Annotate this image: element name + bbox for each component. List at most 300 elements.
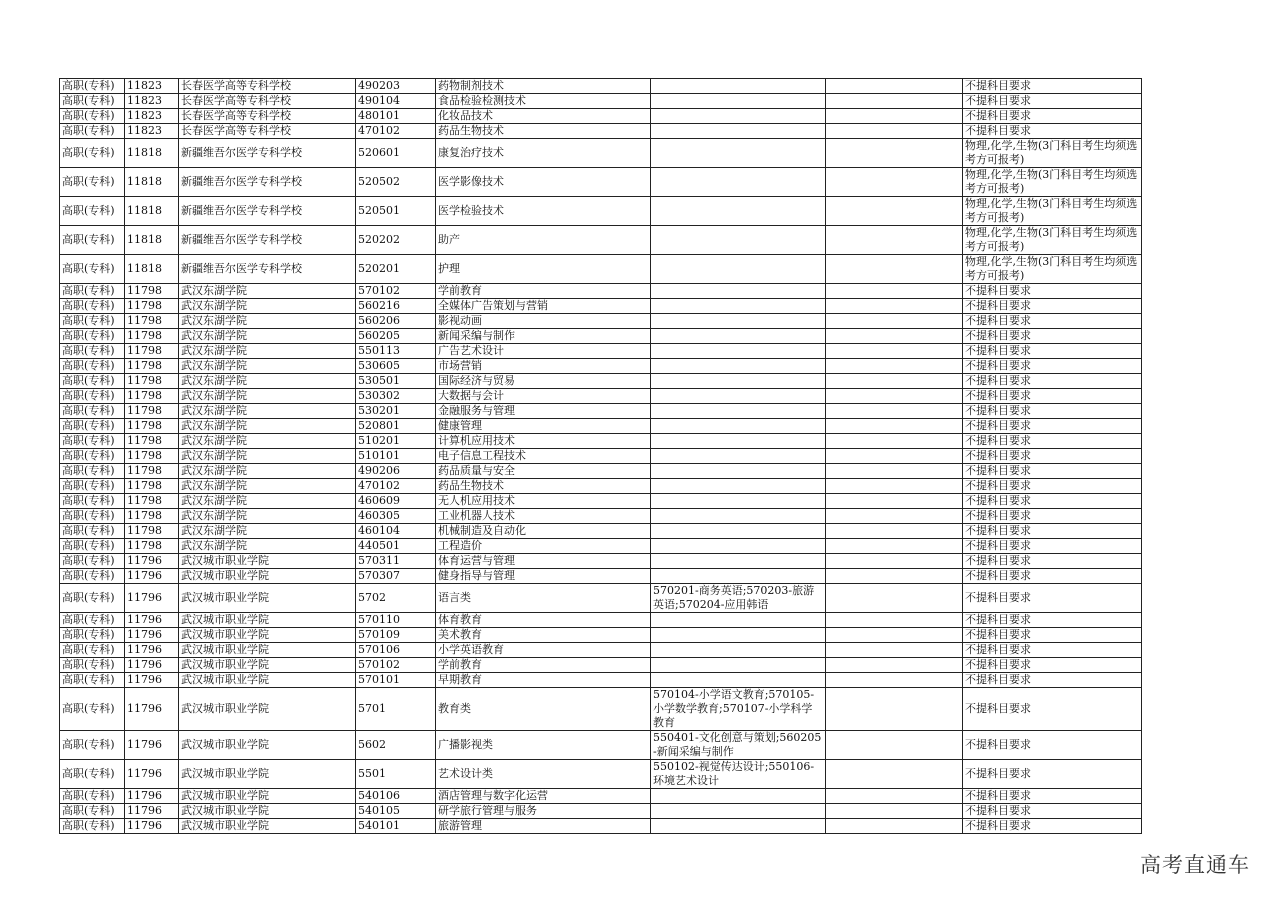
- school-code-cell: 11798: [125, 464, 179, 479]
- school-code-cell: 11796: [125, 628, 179, 643]
- note-cell: [826, 94, 963, 109]
- subject-requirement-cell: 不提科目要求: [963, 404, 1142, 419]
- subject-requirement-cell: 不提科目要求: [963, 613, 1142, 628]
- school-name-cell: 武汉东湖学院: [179, 449, 356, 464]
- note-cell: [826, 79, 963, 94]
- school-name-cell: 武汉城市职业学院: [179, 789, 356, 804]
- level-cell: 高职(专科): [60, 688, 125, 731]
- major-name-cell: 影视动画: [436, 314, 651, 329]
- level-cell: 高职(专科): [60, 329, 125, 344]
- major-code-cell: 520801: [356, 419, 436, 434]
- subject-requirement-cell: 物理,化学,生物(3门科目考生均须选考方可报考): [963, 168, 1142, 197]
- included-majors-cell: [651, 255, 826, 284]
- major-name-cell: 学前教育: [436, 284, 651, 299]
- note-cell: [826, 389, 963, 404]
- table-row: [60, 284, 1142, 299]
- major-code-cell: 510101: [356, 449, 436, 464]
- included-majors-cell: [651, 789, 826, 804]
- level-cell: 高职(专科): [60, 613, 125, 628]
- table-row: [60, 539, 1142, 554]
- subject-requirement-cell: 不提科目要求: [963, 789, 1142, 804]
- included-majors-cell: [651, 509, 826, 524]
- table-row: [60, 673, 1142, 688]
- subject-requirement-cell: 不提科目要求: [963, 79, 1142, 94]
- included-majors-cell: [651, 94, 826, 109]
- included-majors-cell: [651, 359, 826, 374]
- school-name-cell: 武汉城市职业学院: [179, 804, 356, 819]
- table-row: [60, 731, 1142, 760]
- level-cell: 高职(专科): [60, 344, 125, 359]
- note-cell: [826, 804, 963, 819]
- subject-requirement-cell: 不提科目要求: [963, 628, 1142, 643]
- school-name-cell: 武汉东湖学院: [179, 479, 356, 494]
- table-row: [60, 255, 1142, 284]
- note-cell: [826, 419, 963, 434]
- note-cell: [826, 299, 963, 314]
- school-name-cell: 武汉东湖学院: [179, 419, 356, 434]
- subject-requirement-cell: 不提科目要求: [963, 673, 1142, 688]
- major-name-cell: 健身指导与管理: [436, 569, 651, 584]
- major-code-cell: 460609: [356, 494, 436, 509]
- level-cell: 高职(专科): [60, 628, 125, 643]
- major-code-cell: 540106: [356, 789, 436, 804]
- table-row: [60, 197, 1142, 226]
- school-name-cell: 武汉城市职业学院: [179, 760, 356, 789]
- school-name-cell: 武汉东湖学院: [179, 284, 356, 299]
- school-code-cell: 11796: [125, 688, 179, 731]
- included-majors-cell: [651, 658, 826, 673]
- level-cell: 高职(专科): [60, 569, 125, 584]
- major-name-cell: 大数据与会计: [436, 389, 651, 404]
- subject-requirement-cell: 不提科目要求: [963, 731, 1142, 760]
- school-code-cell: 11796: [125, 819, 179, 834]
- major-name-cell: 研学旅行管理与服务: [436, 804, 651, 819]
- level-cell: 高职(专科): [60, 94, 125, 109]
- major-code-cell: 470102: [356, 479, 436, 494]
- major-code-cell: 520501: [356, 197, 436, 226]
- included-majors-cell: [651, 479, 826, 494]
- major-name-cell: 助产: [436, 226, 651, 255]
- table-row: [60, 479, 1142, 494]
- major-name-cell: 医学检验技术: [436, 197, 651, 226]
- subject-requirement-cell: 物理,化学,生物(3门科目考生均须选考方可报考): [963, 139, 1142, 168]
- major-code-cell: 480101: [356, 109, 436, 124]
- table-row: [60, 344, 1142, 359]
- major-name-cell: 艺术设计类: [436, 760, 651, 789]
- included-majors-cell: [651, 299, 826, 314]
- subject-requirement-cell: 不提科目要求: [963, 109, 1142, 124]
- school-code-cell: 11796: [125, 658, 179, 673]
- subject-requirement-cell: 不提科目要求: [963, 688, 1142, 731]
- included-majors-cell: [651, 284, 826, 299]
- school-code-cell: 11796: [125, 554, 179, 569]
- subject-requirement-cell: 不提科目要求: [963, 554, 1142, 569]
- school-name-cell: 武汉东湖学院: [179, 509, 356, 524]
- level-cell: 高职(专科): [60, 673, 125, 688]
- table-row: [60, 94, 1142, 109]
- school-name-cell: 武汉东湖学院: [179, 389, 356, 404]
- level-cell: 高职(专科): [60, 554, 125, 569]
- table-row: [60, 643, 1142, 658]
- major-name-cell: 学前教育: [436, 658, 651, 673]
- note-cell: [826, 124, 963, 139]
- subject-requirement-cell: 不提科目要求: [963, 464, 1142, 479]
- level-cell: 高职(专科): [60, 226, 125, 255]
- table-row: [60, 760, 1142, 789]
- school-code-cell: 11798: [125, 449, 179, 464]
- note-cell: [826, 329, 963, 344]
- subject-requirement-cell: 不提科目要求: [963, 314, 1142, 329]
- note-cell: [826, 554, 963, 569]
- admission-table-sheet: [59, 78, 1142, 834]
- included-majors-cell: [651, 643, 826, 658]
- major-name-cell: 旅游管理: [436, 819, 651, 834]
- included-majors-cell: [651, 569, 826, 584]
- major-name-cell: 教育类: [436, 688, 651, 731]
- major-name-cell: 医学影像技术: [436, 168, 651, 197]
- major-code-cell: 570311: [356, 554, 436, 569]
- subject-requirement-cell: 不提科目要求: [963, 374, 1142, 389]
- school-code-cell: 11796: [125, 760, 179, 789]
- level-cell: 高职(专科): [60, 359, 125, 374]
- included-majors-cell: [651, 673, 826, 688]
- note-cell: [826, 643, 963, 658]
- note-cell: [826, 584, 963, 613]
- school-name-cell: 武汉城市职业学院: [179, 688, 356, 731]
- major-name-cell: 化妆品技术: [436, 109, 651, 124]
- subject-requirement-cell: 不提科目要求: [963, 94, 1142, 109]
- level-cell: 高职(专科): [60, 374, 125, 389]
- table-row: [60, 509, 1142, 524]
- school-name-cell: 新疆维吾尔医学专科学校: [179, 139, 356, 168]
- school-code-cell: 11798: [125, 539, 179, 554]
- table-row: [60, 419, 1142, 434]
- note-cell: [826, 464, 963, 479]
- included-majors-cell: [651, 554, 826, 569]
- major-name-cell: 体育教育: [436, 613, 651, 628]
- level-cell: 高职(专科): [60, 419, 125, 434]
- table-row: [60, 628, 1142, 643]
- note-cell: [826, 314, 963, 329]
- major-code-cell: 570102: [356, 658, 436, 673]
- subject-requirement-cell: 不提科目要求: [963, 479, 1142, 494]
- level-cell: 高职(专科): [60, 434, 125, 449]
- level-cell: 高职(专科): [60, 464, 125, 479]
- major-name-cell: 计算机应用技术: [436, 434, 651, 449]
- major-name-cell: 康复治疗技术: [436, 139, 651, 168]
- school-name-cell: 武汉城市职业学院: [179, 643, 356, 658]
- major-code-cell: 550113: [356, 344, 436, 359]
- subject-requirement-cell: 不提科目要求: [963, 539, 1142, 554]
- subject-requirement-cell: 不提科目要求: [963, 344, 1142, 359]
- table-body: [60, 79, 1142, 834]
- note-cell: [826, 628, 963, 643]
- included-majors-cell: [651, 197, 826, 226]
- major-name-cell: 药物制剂技术: [436, 79, 651, 94]
- major-name-cell: 机械制造及自动化: [436, 524, 651, 539]
- school-name-cell: 武汉东湖学院: [179, 524, 356, 539]
- table-row: [60, 374, 1142, 389]
- note-cell: [826, 569, 963, 584]
- table-row: [60, 389, 1142, 404]
- school-code-cell: 11798: [125, 479, 179, 494]
- subject-requirement-cell: 不提科目要求: [963, 658, 1142, 673]
- included-majors-cell: [651, 109, 826, 124]
- school-name-cell: 长春医学高等专科学校: [179, 124, 356, 139]
- school-name-cell: 武汉东湖学院: [179, 299, 356, 314]
- school-name-cell: 武汉城市职业学院: [179, 819, 356, 834]
- level-cell: 高职(专科): [60, 643, 125, 658]
- school-code-cell: 11818: [125, 197, 179, 226]
- major-code-cell: 490104: [356, 94, 436, 109]
- school-code-cell: 11823: [125, 124, 179, 139]
- school-code-cell: 11796: [125, 584, 179, 613]
- school-code-cell: 11823: [125, 94, 179, 109]
- note-cell: [826, 168, 963, 197]
- level-cell: 高职(专科): [60, 539, 125, 554]
- major-name-cell: 市场营销: [436, 359, 651, 374]
- note-cell: [826, 673, 963, 688]
- included-majors-cell: [651, 464, 826, 479]
- included-majors-cell: [651, 139, 826, 168]
- note-cell: [826, 374, 963, 389]
- table-row: [60, 404, 1142, 419]
- note-cell: [826, 613, 963, 628]
- level-cell: 高职(专科): [60, 494, 125, 509]
- school-name-cell: 武汉东湖学院: [179, 434, 356, 449]
- school-name-cell: 武汉东湖学院: [179, 404, 356, 419]
- major-code-cell: 540101: [356, 819, 436, 834]
- school-name-cell: 新疆维吾尔医学专科学校: [179, 197, 356, 226]
- level-cell: 高职(专科): [60, 760, 125, 789]
- subject-requirement-cell: 不提科目要求: [963, 584, 1142, 613]
- school-name-cell: 长春医学高等专科学校: [179, 109, 356, 124]
- table-row: [60, 124, 1142, 139]
- school-code-cell: 11798: [125, 344, 179, 359]
- table-row: [60, 804, 1142, 819]
- major-code-cell: 570101: [356, 673, 436, 688]
- included-majors-cell: [651, 494, 826, 509]
- major-code-cell: 470102: [356, 124, 436, 139]
- note-cell: [826, 359, 963, 374]
- major-name-cell: 新闻采编与制作: [436, 329, 651, 344]
- school-code-cell: 11798: [125, 494, 179, 509]
- table-row: [60, 314, 1142, 329]
- included-majors-cell: [651, 449, 826, 464]
- table-row: [60, 109, 1142, 124]
- school-name-cell: 长春医学高等专科学校: [179, 94, 356, 109]
- school-name-cell: 武汉东湖学院: [179, 314, 356, 329]
- school-code-cell: 11798: [125, 359, 179, 374]
- table-row: [60, 494, 1142, 509]
- major-code-cell: 530201: [356, 404, 436, 419]
- level-cell: 高职(专科): [60, 524, 125, 539]
- subject-requirement-cell: 不提科目要求: [963, 124, 1142, 139]
- major-name-cell: 国际经济与贸易: [436, 374, 651, 389]
- level-cell: 高职(专科): [60, 139, 125, 168]
- school-name-cell: 武汉东湖学院: [179, 359, 356, 374]
- major-name-cell: 语言类: [436, 584, 651, 613]
- note-cell: [826, 344, 963, 359]
- major-name-cell: 体育运营与管理: [436, 554, 651, 569]
- school-name-cell: 武汉城市职业学院: [179, 628, 356, 643]
- subject-requirement-cell: 不提科目要求: [963, 569, 1142, 584]
- major-code-cell: 510201: [356, 434, 436, 449]
- table-row: [60, 688, 1142, 731]
- school-name-cell: 武汉城市职业学院: [179, 569, 356, 584]
- major-name-cell: 电子信息工程技术: [436, 449, 651, 464]
- major-code-cell: 530501: [356, 374, 436, 389]
- level-cell: 高职(专科): [60, 584, 125, 613]
- subject-requirement-cell: 不提科目要求: [963, 284, 1142, 299]
- included-majors-cell: 550102-视觉传达设计;550106-环境艺术设计: [651, 760, 826, 789]
- level-cell: 高职(专科): [60, 284, 125, 299]
- school-code-cell: 11798: [125, 389, 179, 404]
- table-row: [60, 584, 1142, 613]
- major-code-cell: 490206: [356, 464, 436, 479]
- note-cell: [826, 789, 963, 804]
- level-cell: 高职(专科): [60, 658, 125, 673]
- note-cell: [826, 109, 963, 124]
- major-code-cell: 570109: [356, 628, 436, 643]
- school-code-cell: 11798: [125, 299, 179, 314]
- note-cell: [826, 434, 963, 449]
- table-row: [60, 449, 1142, 464]
- included-majors-cell: [651, 524, 826, 539]
- included-majors-cell: [651, 419, 826, 434]
- major-code-cell: 440501: [356, 539, 436, 554]
- included-majors-cell: [651, 168, 826, 197]
- included-majors-cell: [651, 124, 826, 139]
- major-code-cell: 560206: [356, 314, 436, 329]
- major-name-cell: 金融服务与管理: [436, 404, 651, 419]
- major-code-cell: 5701: [356, 688, 436, 731]
- table-row: [60, 464, 1142, 479]
- major-code-cell: 460305: [356, 509, 436, 524]
- included-majors-cell: [651, 819, 826, 834]
- included-majors-cell: [651, 404, 826, 419]
- included-majors-cell: [651, 628, 826, 643]
- major-name-cell: 广播影视类: [436, 731, 651, 760]
- school-name-cell: 武汉东湖学院: [179, 329, 356, 344]
- major-name-cell: 美术教育: [436, 628, 651, 643]
- included-majors-cell: [651, 79, 826, 94]
- school-code-cell: 11798: [125, 374, 179, 389]
- note-cell: [826, 731, 963, 760]
- note-cell: [826, 509, 963, 524]
- major-name-cell: 全媒体广告策划与营销: [436, 299, 651, 314]
- level-cell: 高职(专科): [60, 479, 125, 494]
- watermark-text: 高考直通车: [1140, 853, 1250, 877]
- major-name-cell: 药品质量与安全: [436, 464, 651, 479]
- level-cell: 高职(专科): [60, 509, 125, 524]
- table-row: [60, 226, 1142, 255]
- included-majors-cell: [651, 389, 826, 404]
- level-cell: 高职(专科): [60, 299, 125, 314]
- note-cell: [826, 449, 963, 464]
- level-cell: 高职(专科): [60, 79, 125, 94]
- included-majors-cell: [651, 434, 826, 449]
- table-row: [60, 329, 1142, 344]
- school-code-cell: 11818: [125, 226, 179, 255]
- subject-requirement-cell: 不提科目要求: [963, 359, 1142, 374]
- school-name-cell: 武汉城市职业学院: [179, 658, 356, 673]
- included-majors-cell: [651, 539, 826, 554]
- major-name-cell: 广告艺术设计: [436, 344, 651, 359]
- subject-requirement-cell: 不提科目要求: [963, 434, 1142, 449]
- major-name-cell: 无人机应用技术: [436, 494, 651, 509]
- note-cell: [826, 760, 963, 789]
- school-code-cell: 11798: [125, 419, 179, 434]
- level-cell: 高职(专科): [60, 197, 125, 226]
- note-cell: [826, 284, 963, 299]
- subject-requirement-cell: 不提科目要求: [963, 494, 1142, 509]
- major-code-cell: 460104: [356, 524, 436, 539]
- major-name-cell: 工程造价: [436, 539, 651, 554]
- major-name-cell: 工业机器人技术: [436, 509, 651, 524]
- school-code-cell: 11796: [125, 569, 179, 584]
- note-cell: [826, 479, 963, 494]
- note-cell: [826, 539, 963, 554]
- major-code-cell: 520201: [356, 255, 436, 284]
- level-cell: 高职(专科): [60, 804, 125, 819]
- level-cell: 高职(专科): [60, 109, 125, 124]
- school-code-cell: 11796: [125, 643, 179, 658]
- table-row: [60, 359, 1142, 374]
- level-cell: 高职(专科): [60, 404, 125, 419]
- subject-requirements-table: [59, 78, 1142, 834]
- table-row: [60, 613, 1142, 628]
- school-code-cell: 11796: [125, 789, 179, 804]
- school-code-cell: 11798: [125, 509, 179, 524]
- included-majors-cell: [651, 804, 826, 819]
- table-row: [60, 569, 1142, 584]
- school-name-cell: 武汉东湖学院: [179, 539, 356, 554]
- major-name-cell: 药品生物技术: [436, 479, 651, 494]
- school-code-cell: 11796: [125, 804, 179, 819]
- major-name-cell: 健康管理: [436, 419, 651, 434]
- table-row: [60, 139, 1142, 168]
- school-code-cell: 11798: [125, 284, 179, 299]
- table-row: [60, 658, 1142, 673]
- included-majors-cell: 570104-小学语文教育;570105-小学数学教育;570107-小学科学教育: [651, 688, 826, 731]
- included-majors-cell: [651, 329, 826, 344]
- subject-requirement-cell: 不提科目要求: [963, 819, 1142, 834]
- level-cell: 高职(专科): [60, 389, 125, 404]
- major-code-cell: 5501: [356, 760, 436, 789]
- note-cell: [826, 197, 963, 226]
- level-cell: 高职(专科): [60, 789, 125, 804]
- school-name-cell: 武汉城市职业学院: [179, 673, 356, 688]
- subject-requirement-cell: 不提科目要求: [963, 643, 1142, 658]
- major-code-cell: 560216: [356, 299, 436, 314]
- major-code-cell: 520601: [356, 139, 436, 168]
- level-cell: 高职(专科): [60, 124, 125, 139]
- major-code-cell: 570106: [356, 643, 436, 658]
- included-majors-cell: [651, 226, 826, 255]
- table-row: [60, 168, 1142, 197]
- note-cell: [826, 139, 963, 168]
- note-cell: [826, 404, 963, 419]
- note-cell: [826, 524, 963, 539]
- school-name-cell: 武汉东湖学院: [179, 374, 356, 389]
- school-name-cell: 武汉东湖学院: [179, 344, 356, 359]
- major-code-cell: 560205: [356, 329, 436, 344]
- school-name-cell: 新疆维吾尔医学专科学校: [179, 255, 356, 284]
- major-code-cell: 520502: [356, 168, 436, 197]
- school-code-cell: 11818: [125, 255, 179, 284]
- subject-requirement-cell: 不提科目要求: [963, 760, 1142, 789]
